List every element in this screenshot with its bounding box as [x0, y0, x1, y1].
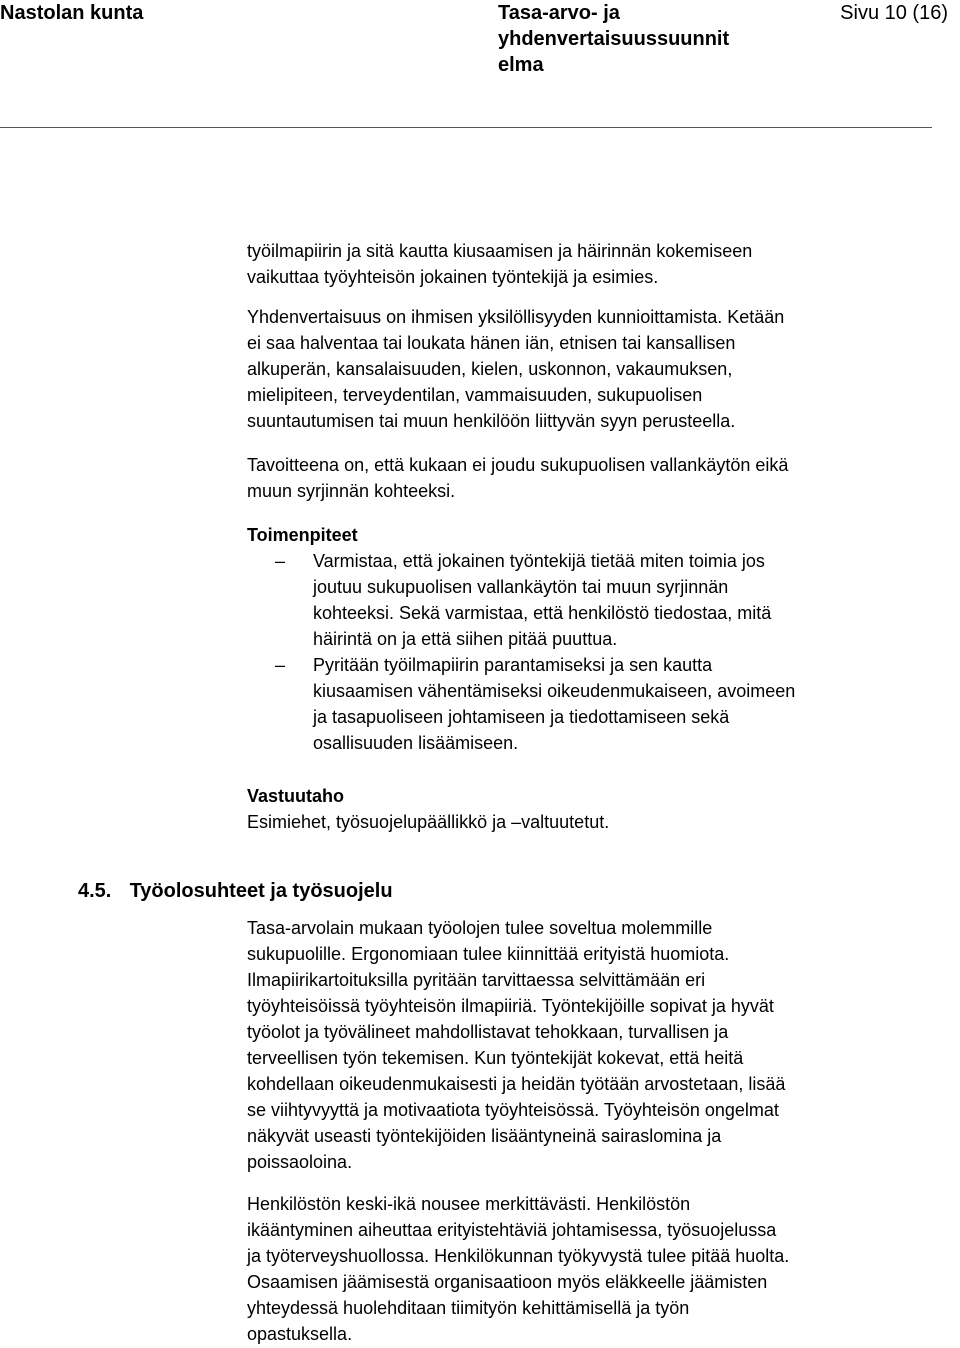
- list-item: [247, 548, 937, 652]
- responsible-heading: Vastuutaho: [247, 786, 345, 806]
- list-item: [247, 652, 937, 756]
- paragraph-staff-age: [247, 1191, 937, 1347]
- section-heading: [78, 878, 393, 904]
- text-line: terveellisen työn tekemisen. Kun työntekijät kokevat, että heitä: [247, 1048, 744, 1068]
- dash-bullet: –: [275, 551, 286, 571]
- text-line: yhteydessä huolehditaan tiimityön kehittämisellä ja työn: [247, 1298, 690, 1318]
- text-line: työolot ja työvälineet mahdollistavat tehokkaan, turvallisen ja: [247, 1022, 729, 1042]
- paragraph-goal: [247, 452, 937, 504]
- text-line: Varmistaa, että jokainen työntekijä tietää miten toimia jos: [313, 551, 765, 571]
- page-number: Sivu 10 (16): [840, 2, 948, 24]
- document-title-line: Tasa-arvo- ja: [498, 2, 620, 24]
- document-title-line: elma: [498, 54, 544, 76]
- text-line: Pyritään työilmapiirin parantamiseksi ja sen kautta: [313, 655, 713, 675]
- paragraph-workplace-climate: [247, 238, 937, 290]
- municipality-name: Nastolan kunta: [0, 2, 144, 24]
- dash-bullet: –: [275, 655, 286, 675]
- text-line: ja työterveyshuollossa. Henkilökunnan työkyvystä tulee pitää huolta.: [247, 1246, 790, 1266]
- text-line: työilmapiirin ja sitä kautta kiusaamisen ja häirinnän kokemiseen: [247, 241, 753, 261]
- text-line: Osaamisen jäämisestä organisaatioon myös eläkkeelle jäämisten: [247, 1272, 768, 1292]
- responsible-block: [247, 783, 937, 835]
- text-line: sukupuolille. Ergonomiaan tulee kiinnittää erityistä huomiota.: [247, 944, 730, 964]
- text-line: työyhteisöissä työyhteisön ilmapiiriä. Työntekijöille sopivat ja hyvät: [247, 996, 774, 1016]
- paragraph-equality: [247, 304, 937, 434]
- text-line: ei saa halventaa tai loukata hänen iän, etnisen tai kansallisen: [247, 333, 736, 353]
- text-line: se viihtyvyyttä ja motivaatiota työyhteisössä. Työyhteisön ongelmat: [247, 1100, 779, 1120]
- text-line: ja tasapuoliseen johtamiseen ja tiedottamiseen sekä: [313, 707, 730, 727]
- text-line: joutuu sukupuolisen vallankäytön tai muun syrjinnän: [313, 577, 729, 597]
- measures-heading: Toimenpiteet: [247, 525, 358, 545]
- text-line: häirintä on ja että siihen pitää puuttua.: [313, 629, 618, 649]
- text-line: mielipiteen, terveydentilan, vammaisuuden, sukupuolisen: [247, 385, 703, 405]
- text-line: kohteeksi. Sekä varmistaa, että henkilöstö tiedostaa, mitä: [313, 603, 772, 623]
- text-line: alkuperän, kansalaisuuden, kielen, uskonnon, vakaumuksen,: [247, 359, 733, 379]
- text-line: Tavoitteena on, että kukaan ei joudu sukupuolisen vallankäytön eikä: [247, 455, 789, 475]
- text-line: vaikuttaa työyhteisön jokainen työntekijä ja esimies.: [247, 267, 659, 287]
- document-title: [498, 0, 798, 78]
- responsible-text: Esimiehet, työsuojelupäällikkö ja –valtuutetut.: [247, 812, 610, 832]
- text-line: muun syrjinnän kohteeksi.: [247, 481, 456, 501]
- measures-list: [247, 548, 937, 756]
- section-title: Työolosuhteet ja työsuojelu: [129, 880, 393, 902]
- text-line: näkyvät useasti työntekijöiden lisääntyneinä sairaslomina ja: [247, 1126, 722, 1146]
- paragraph-working-conditions: [247, 915, 937, 1175]
- document-title-line: yhdenvertaisuussuunnit: [498, 28, 730, 50]
- text-line: kiusaamisen vähentämiseksi oikeudenmukaiseen, avoimeen: [313, 681, 796, 701]
- text-line: Henkilöstön keski-ikä nousee merkittävästi. Henkilöstön: [247, 1194, 691, 1214]
- text-line: poissaoloina.: [247, 1152, 353, 1172]
- section-number: 4.5.: [78, 880, 112, 902]
- text-line: osallisuuden lisäämiseen.: [313, 733, 519, 753]
- text-line: Yhdenvertaisuus on ihmisen yksilöllisyyden kunnioittamista. Ketään: [247, 307, 785, 327]
- text-line: Tasa-arvolain mukaan työolojen tulee soveltua molemmille: [247, 918, 713, 938]
- text-line: suuntautumisen tai muun henkilöön liittyvän syyn perusteella.: [247, 411, 736, 431]
- page-header: [0, 0, 960, 130]
- text-line: opastuksella.: [247, 1324, 353, 1344]
- text-line: ikääntyminen aiheuttaa erityistehtäviä johtamisessa, työsuojelussa: [247, 1220, 777, 1240]
- header-divider: [0, 127, 932, 128]
- text-line: kohdellaan oikeudenmukaisesti ja heidän työtään arvostetaan, lisää: [247, 1074, 786, 1094]
- text-line: Ilmapiirikartoituksilla pyritään tarvittaessa selvittämään eri: [247, 970, 706, 990]
